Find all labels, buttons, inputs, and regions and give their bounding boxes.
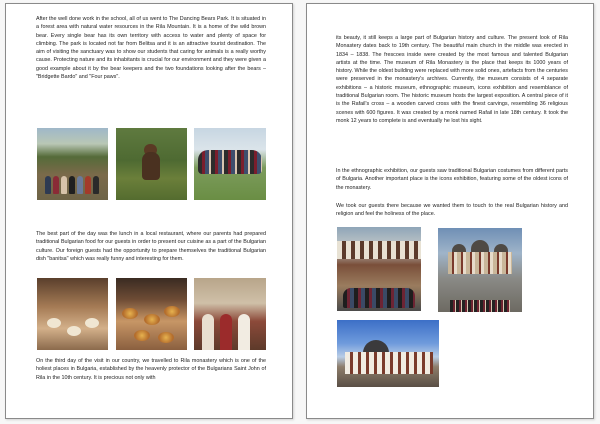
paragraph-ethnographic-exhibition: In the ethnographic exhibition, our guests saw traditional Bulgarian costumes from different parts of Bulgaria. Another important place is the icons exhibition, featuring some of the oldest icons of the monastery. — [336, 168, 568, 191]
photo-monastery-exterior — [337, 320, 439, 387]
photo-traditional-food — [116, 278, 187, 350]
photo-group-in-park — [194, 128, 266, 200]
document-page-right — [306, 3, 594, 419]
photo-group-at-monastery — [337, 227, 421, 311]
paragraph-lunch-restaurant: The best part of the day was the lunch in a local restaurant, where our parents had prepared traditional Bulgarian food for our guests in order to present our cuisine as a part of the Bulgarian culture. Our foreign guests had the opportunity to prepare themselves the traditional Bulgarian dish "banitsa" which was really funny and interesting for them. — [36, 231, 266, 262]
document-page-left — [5, 3, 293, 419]
paragraph-rila-monastery-history: its beauty, it still keeps a large part of Bulgarian history and culture. The present look of Rila Monastery dates back to 19th century. The beautiful main church in the middle was erected in 1834 – 1838. The frescoes inside were created by the most famous and talented Bulgarian artists at the time. The museum of Rila Monastery is the place that keeps its 1000 years of history. While the oldest building were replaced with more solid ones, artefacts from the centuries were preserved in the monastery's archives. Currently, the museum consists of 4 separate exhibitions – a historic museum, ethnographic museum, icons exhibition and resemblance of traditional Bulgarian room. The historic museum hosts the largest exposition. A central piece of it is the Rafail's cross – a wooden carved cross with the finest carvings, resembling 36 religious scenes with 600 figures. It was created by a monk named Rafail in late 18th century. It took the monk 12 years to complete is and eventually he lost his sight. — [336, 35, 568, 124]
paragraph-guests-purpose: We took our guests there because we wanted them to touch to the real Bulgarian history and religion and feel the holiness of the place. — [336, 203, 568, 218]
photo-preparing-banitsa — [37, 278, 108, 350]
photo-guests-cooking — [194, 278, 266, 350]
photo-group-at-bear-park — [37, 128, 108, 200]
paragraph-dancing-bears-park: After the well done work in the school, all of us went to The Dancing Bears Park. It is situated in a forest area with natural water resources in the Rila Mountain. It is a home of the wild brown bear. Every single bear has its own territory with access to water and plenty of space for climbing. The park is located not far from Belitsa and it is an attractive tourist destination. The aim of visiting the sanctuary was to show our students that caring for animals is a really worthy cause. Protecting nature and its inhabitants is crucial for our environment and they were given a good example about it by the bear keepers and the two foundations looking after the bears – "Bridgette Bardo" and "Four paws". — [36, 16, 266, 81]
paragraph-rila-monastery-intro: On the third day of the visit in our country, we travelled to Rila monastery which is one of the holiest places in Bulgaria, established by the heavenly protector of the Bulgarians Saint John of Rila in the 10th century. It is precious not only with — [36, 358, 266, 381]
photo-monastery-church — [438, 228, 522, 312]
photo-brown-bear — [116, 128, 187, 200]
